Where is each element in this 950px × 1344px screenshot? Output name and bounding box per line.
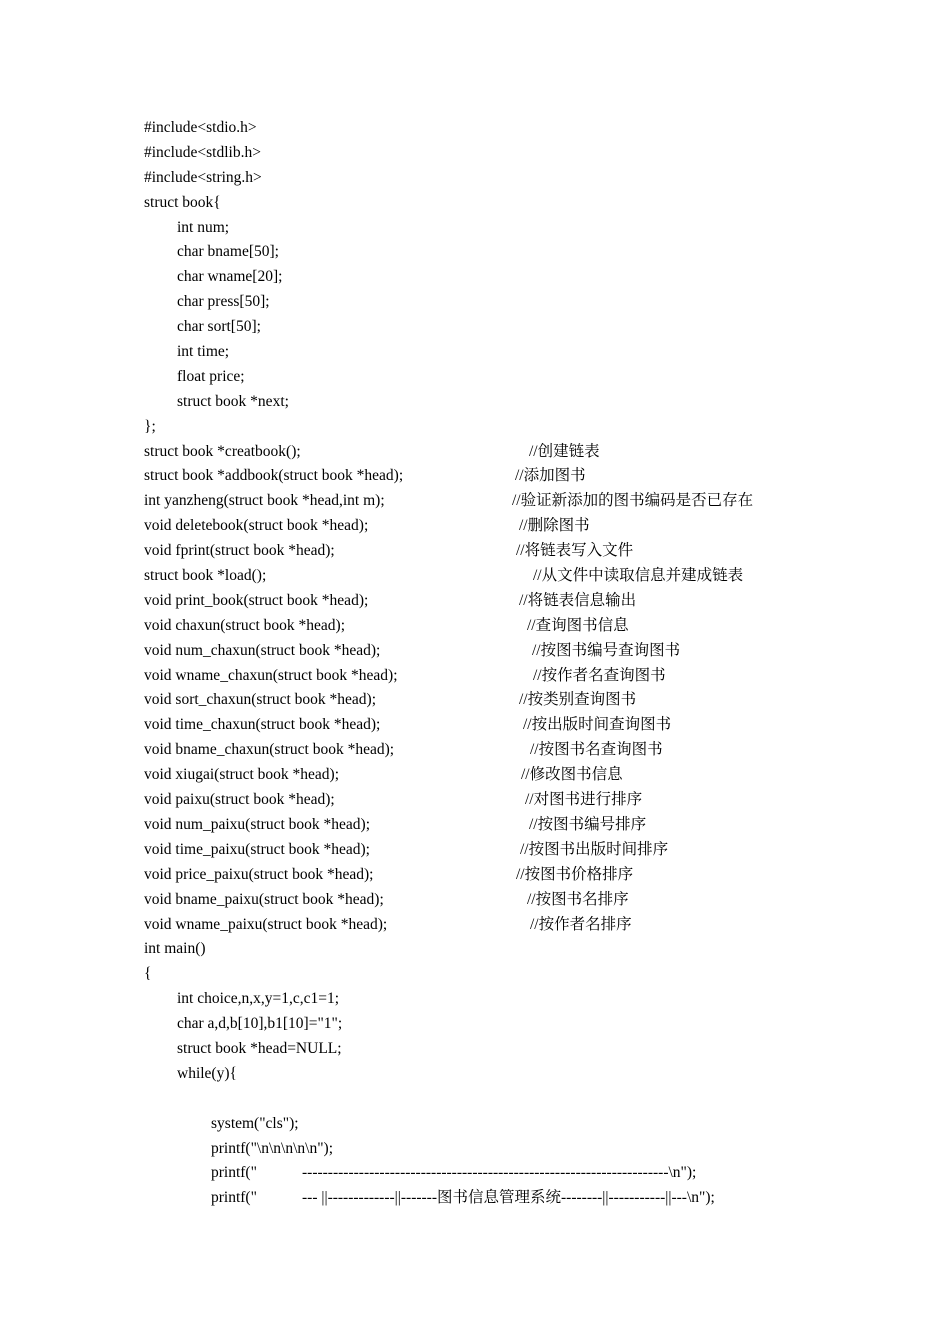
code-comment: //按图书编号查询图书	[532, 641, 681, 659]
code-line	[0, 788, 950, 813]
code-text: void time_paixu(struct book *head);	[144, 840, 370, 858]
code-line	[0, 1161, 950, 1186]
code-text: printf("	[211, 1189, 257, 1207]
code-text: void num_paixu(struct book *head);	[144, 815, 370, 833]
code-text: void wname_paixu(struct book *head);	[144, 915, 388, 933]
code-text: #include<string.h>	[144, 168, 262, 186]
code-text: void num_chaxun(struct book *head);	[144, 641, 381, 659]
code-comment: //修改图书信息	[521, 766, 623, 784]
code-text: void wname_chaxun(struct book *head);	[144, 666, 398, 684]
code-line	[0, 191, 950, 216]
code-line	[0, 664, 950, 689]
code-comment: //从文件中读取信息并建成链表	[533, 567, 744, 585]
code-comment: //按出版时间查询图书	[523, 716, 672, 734]
code-comment: //按类别查询图书	[519, 691, 637, 709]
code-line	[0, 564, 950, 589]
code-text: int time;	[177, 343, 230, 361]
code-text: struct book *addbook(struct book *head);	[144, 467, 404, 485]
code-line	[0, 688, 950, 713]
code-text: struct book *creatbook();	[144, 442, 301, 460]
code-text: #include<stdio.h>	[144, 119, 257, 136]
code-line	[0, 639, 950, 664]
code-line	[0, 863, 950, 888]
code-comment: //按图书编号排序	[529, 815, 647, 833]
code-text: int yanzheng(struct book *head,int m);	[144, 492, 385, 510]
code-line	[0, 290, 950, 315]
code-text: void paixu(struct book *head);	[144, 791, 335, 809]
code-line	[0, 1112, 950, 1137]
code-text: void chaxun(struct book *head);	[144, 616, 346, 634]
code-text: struct book *load();	[144, 567, 267, 585]
code-text: void time_chaxun(struct book *head);	[144, 716, 381, 734]
code-comment: //按图书名查询图书	[530, 741, 663, 759]
code-text: char a,d,b[10],b1[10]="1";	[177, 1015, 343, 1033]
code-text: int num;	[177, 218, 230, 236]
code-text: printf("	[211, 1164, 257, 1182]
code-line	[0, 888, 950, 913]
code-text: void bname_chaxun(struct book *head);	[144, 741, 395, 759]
code-text: char press[50];	[177, 293, 270, 311]
code-listing	[0, 116, 950, 1211]
code-text: float price;	[177, 367, 245, 385]
code-line	[0, 1186, 950, 1211]
code-text: struct book *next;	[177, 392, 289, 410]
printf-argument: -----------------------------------------------------------------------\n");	[302, 1164, 697, 1182]
code-text: struct book *head=NULL;	[177, 1039, 342, 1057]
code-line	[0, 589, 950, 614]
code-comment: //按作者名查询图书	[533, 666, 666, 684]
code-line	[0, 340, 950, 365]
code-text: void print_book(struct book *head);	[144, 591, 369, 609]
code-comment: //添加图书	[515, 467, 586, 485]
printf-argument: --- ||-------------||-------图书信息管理系统--------||-----------||---\n");	[302, 1189, 715, 1207]
code-line	[0, 116, 950, 141]
code-comment: //将链表写入文件	[516, 542, 634, 560]
code-text: char bname[50];	[177, 243, 279, 261]
code-comment: //查询图书信息	[527, 616, 629, 634]
code-line	[0, 713, 950, 738]
code-comment: //按作者名排序	[530, 915, 632, 933]
code-line	[0, 390, 950, 415]
code-line	[0, 738, 950, 763]
code-comment: //按图书出版时间排序	[520, 840, 669, 858]
code-comment: //将链表信息输出	[519, 591, 637, 609]
code-comment: //创建链表	[529, 442, 600, 460]
code-text: #include<stdlib.h>	[144, 143, 261, 161]
code-line	[0, 1037, 950, 1062]
code-line	[0, 1137, 950, 1162]
code-line	[0, 315, 950, 340]
code-line	[0, 440, 950, 465]
code-text: void sort_chaxun(struct book *head);	[144, 691, 377, 709]
code-line	[0, 539, 950, 564]
code-text: struct book{	[144, 193, 221, 211]
code-line	[0, 365, 950, 390]
code-line	[0, 813, 950, 838]
code-line	[0, 614, 950, 639]
code-line	[0, 141, 950, 166]
code-line	[0, 415, 950, 440]
code-line	[0, 514, 950, 539]
code-line	[0, 913, 950, 938]
code-text: void fprint(struct book *head);	[144, 542, 335, 560]
code-line	[0, 1062, 950, 1087]
code-comment: //删除图书	[519, 517, 590, 535]
code-text: char sort[50];	[177, 318, 261, 336]
code-comment: //按图书价格排序	[516, 865, 634, 883]
code-text: };	[144, 417, 156, 435]
code-text: void deletebook(struct book *head);	[144, 517, 369, 535]
code-comment: //对图书进行排序	[525, 791, 643, 809]
code-line	[0, 962, 950, 987]
code-text: void xiugai(struct book *head);	[144, 766, 339, 784]
code-text: int main()	[144, 940, 206, 958]
code-line	[0, 166, 950, 191]
code-text: {	[144, 965, 152, 983]
code-line	[0, 763, 950, 788]
code-comment: //按图书名排序	[527, 890, 629, 908]
code-line	[0, 489, 950, 514]
code-text: char wname[20];	[177, 268, 283, 286]
code-text: void bname_paixu(struct book *head);	[144, 890, 384, 908]
code-line	[0, 216, 950, 241]
code-line	[0, 987, 950, 1012]
code-text: int choice,n,x,y=1,c,c1=1;	[177, 990, 340, 1008]
code-line	[0, 265, 950, 290]
code-text: while(y){	[177, 1064, 237, 1082]
code-line	[0, 464, 950, 489]
code-line	[0, 838, 950, 863]
code-text: void price_paixu(struct book *head);	[144, 865, 374, 883]
code-line	[0, 937, 950, 962]
code-text: system("cls");	[211, 1114, 299, 1132]
blank-line	[0, 1087, 950, 1112]
code-line	[0, 240, 950, 265]
code-comment: //验证新添加的图书编码是否已存在	[512, 492, 754, 510]
code-text: printf("\n\n\n\n\n");	[211, 1139, 334, 1157]
code-line	[0, 1012, 950, 1037]
